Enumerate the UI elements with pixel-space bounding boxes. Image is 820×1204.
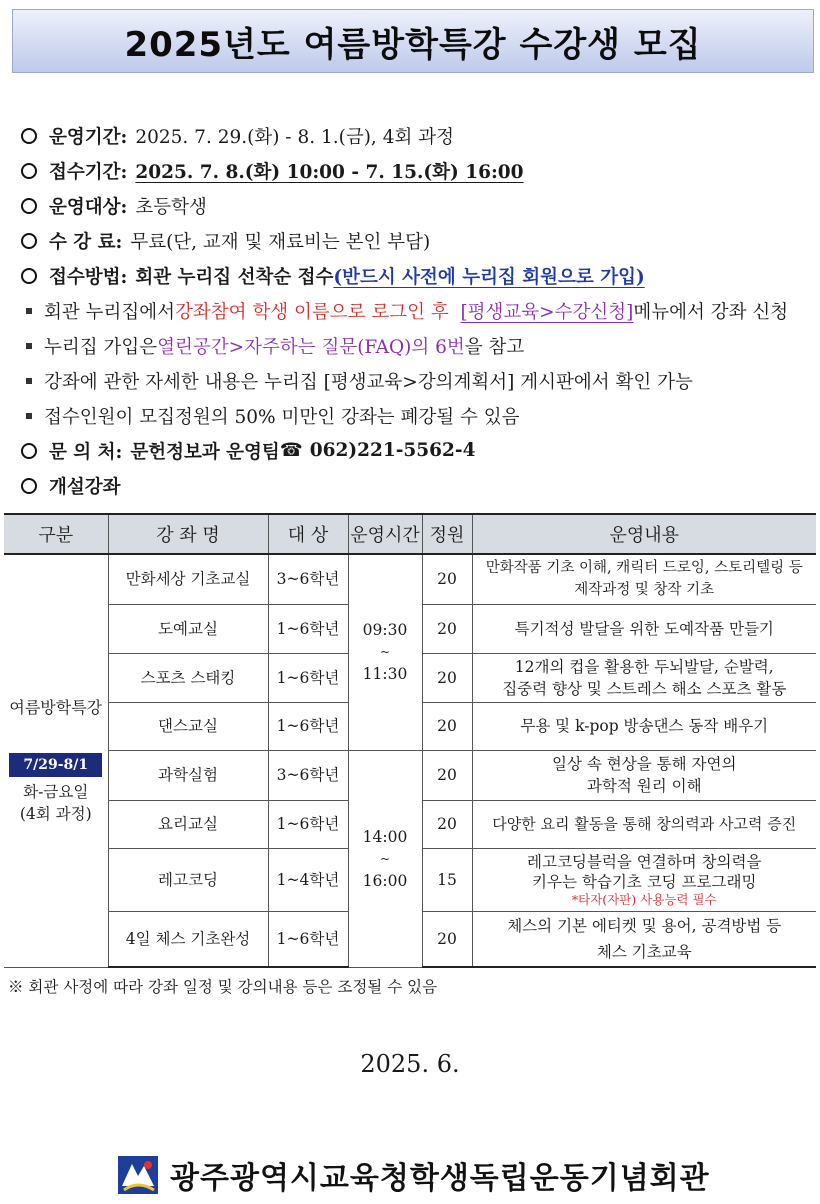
title-banner	[12, 9, 814, 73]
info-section	[16, 118, 816, 503]
circle-bullet-icon	[21, 128, 37, 144]
info-apply: 접수기간: 2025. 7. 8.(화) 10:00 - 7. 15.(화) 16:00	[16, 153, 816, 188]
date-badge: 7/29-8/1	[9, 753, 102, 777]
page-title: 2025년도 여름방학특강 수강생 모집	[124, 24, 702, 65]
info-note-1: 회관 누리집에서 강좌참여 학생 이름으로 로그인 후 [평생교육>수강신청] 메뉴에서 강좌 신청	[16, 293, 816, 328]
info-target: 운영대상: 초등학생	[16, 188, 816, 223]
telephone-icon: ☎	[279, 440, 303, 461]
time-morning-cell: 09:30 ~ 11:30	[348, 554, 422, 750]
info-method: 접수방법: 회관 누리집 선착순 접수 (반드시 사전에 누리집 회원으로 가입)	[16, 258, 816, 293]
info-note-2: 누리집 가입은 열린공간>자주하는 질문(FAQ)의 6번 을 참고	[16, 328, 816, 363]
dash-bullet-icon	[26, 343, 32, 349]
institution-logo-icon	[118, 1156, 158, 1194]
table-row: 여름방학특강 7/29-8/1 화-금요일 (4회 과정) 만화세상 기초교실 3~6학년 09:30 ~ 11:30 20 만화작품 기초 이해, 캐릭터 드로잉, 스토리텔링 등 제작과정 및 창작 기초	[4, 554, 816, 604]
dash-bullet-icon	[26, 378, 32, 384]
header-target: 대 상	[268, 514, 348, 554]
header-capacity: 정원	[422, 514, 472, 554]
info-courses: 개설강좌	[16, 468, 816, 503]
table-row: 도예교실 1~6학년 20 특기적성 발달을 위한 도예작품 만들기	[4, 604, 816, 653]
time-afternoon-cell: 14:00 ~ 16:00	[348, 750, 422, 967]
info-note-4: 접수인원이 모집정원의 50% 미만인 강좌는 폐강될 수 있음	[16, 398, 816, 433]
info-period: 운영기간: 2025. 7. 29.(화) - 8. 1.(금), 4회 과정	[16, 118, 816, 153]
circle-bullet-icon	[21, 163, 37, 179]
group-cell: 여름방학특강 7/29-8/1 화-금요일 (4회 과정)	[4, 554, 108, 967]
issue-date: 2025. 6.	[360, 1050, 460, 1078]
table-row: 4일 체스 기초완성 1~6학년 20 체스의 기본 에티켓 및 용어, 공격방법 등 체스 기초교육	[4, 911, 816, 967]
header-category: 구분	[4, 514, 108, 554]
organization	[118, 1152, 710, 1198]
organization-name: 광주광역시교육청학생독립운동기념회관	[170, 1161, 710, 1196]
table-header-row	[4, 514, 816, 554]
dash-bullet-icon	[26, 308, 32, 314]
circle-bullet-icon	[21, 443, 37, 459]
table-row: 스포츠 스태킹 1~6학년 20 12개의 컵을 활용한 두뇌발달, 순발력, 집중력 향상 및 스트레스 해소 스포츠 활동	[4, 653, 816, 702]
circle-bullet-icon	[21, 268, 37, 284]
info-note-3: 강좌에 관한 자세한 내용은 누리집 [평생교육>강의계획서] 게시판에서 확인 가능	[16, 363, 816, 398]
header-course-name: 강 좌 명	[108, 514, 268, 554]
header-content: 운영내용	[472, 514, 816, 554]
circle-bullet-icon	[21, 198, 37, 214]
circle-bullet-icon	[21, 478, 37, 494]
dash-bullet-icon	[26, 413, 32, 419]
info-contact: 문 의 처: 문헌정보과 운영팀 ☎ 062)221-5562-4	[16, 433, 816, 468]
courses-table	[4, 513, 816, 968]
footnote: ※ 회관 사정에 따라 강좌 일정 및 강의내용 등은 조정될 수 있음	[8, 978, 438, 996]
table-row: 댄스교실 1~6학년 20 무용 및 k-pop 방송댄스 동작 배우기	[4, 702, 816, 750]
header-time: 운영시간	[348, 514, 422, 554]
table-row: 요리교실 1~6학년 20 다양한 요리 활동을 통해 창의력과 사고력 증진	[4, 800, 816, 848]
info-fee: 수 강 료: 무료(단, 교재 및 재료비는 본인 부담)	[16, 223, 816, 258]
table-row: 레고코딩 1~4학년 15 레고코딩블럭을 연결하며 창의력을 키우는 학습기초 코딩 프로그래밍 *타자(자판) 사용능력 필수	[4, 848, 816, 911]
table-row: 과학실험 3~6학년 14:00 ~ 16:00 20 일상 속 현상을 통해 자연의 과학적 원리 이해	[4, 750, 816, 800]
circle-bullet-icon	[21, 233, 37, 249]
